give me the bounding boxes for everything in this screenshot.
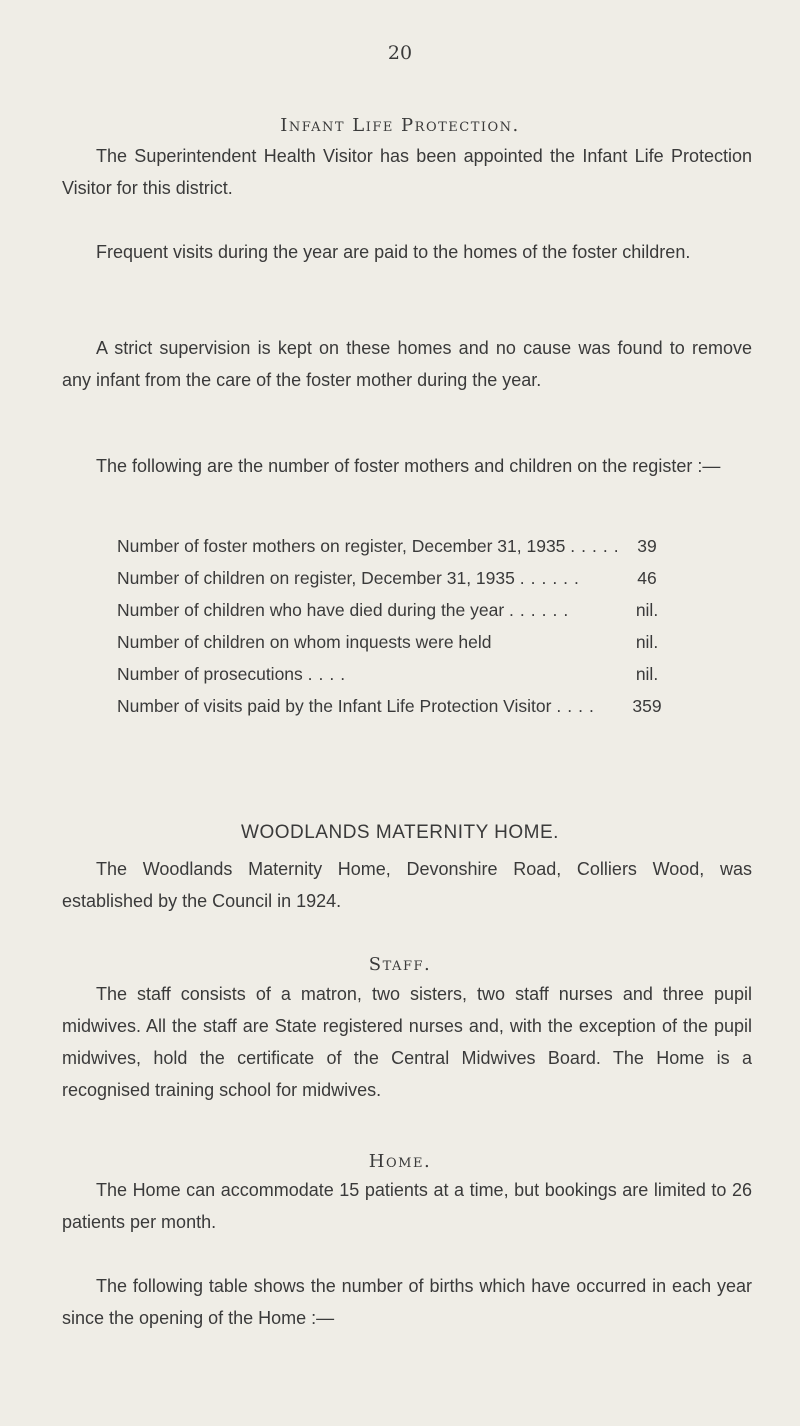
stat-row: Number of foster mothers on register, December 31, 1935 ..... 39 [117, 530, 677, 562]
woodlands-heading: WOODLANDS MATERNITY HOME. [241, 822, 559, 843]
stat-label: Number of children who have died during the year [117, 600, 505, 620]
stat-value: nil. [635, 664, 659, 684]
staff-heading: Staff. [368, 954, 432, 975]
stat-label: Number of foster mothers on register, December 31, 1935 [117, 536, 566, 556]
stat-label: Number of prosecutions [117, 664, 303, 684]
stat-label: Number of children on register, December 31, 1935 [117, 568, 515, 588]
paragraph-strict-supervision: A strict supervision is kept on these homes and no cause was found to remove any infant from the care of the foster mother during the year. [62, 338, 752, 390]
stat-value: 39 [637, 536, 657, 556]
stat-value: nil. [635, 600, 659, 620]
stat-label: Number of visits paid by the Infant Life Protection Visitor [117, 696, 552, 716]
paragraph-superintendent: The Superintendent Health Visitor has been appointed the Infant Life Protection Visitor for this district. [62, 146, 752, 198]
foster-register-stats [117, 530, 677, 722]
stat-value: 359 [632, 696, 662, 716]
stat-label: Number of children on whom inquests were held [117, 632, 492, 652]
paragraph-home-capacity: The Home can accommodate 15 patients at a time, but bookings are limited to 26 patients per month. [62, 1180, 752, 1232]
paragraph-following-numbers: The following are the number of foster mothers and children on the register :— [96, 456, 721, 476]
home-heading: Home. [368, 1151, 432, 1172]
infant-life-protection-heading: Infant Life Protection. [280, 115, 520, 136]
paragraph-woodlands: The Woodlands Maternity Home, Devonshire Road, Colliers Wood, was established by the Council in 1924. [62, 859, 752, 911]
paragraph-births-table-intro: The following table shows the number of births which have occurred in each year since the opening of the Home :— [62, 1276, 752, 1328]
stat-value: 46 [637, 568, 657, 588]
paragraph-staff: The staff consists of a matron, two sisters, two staff nurses and three pupil midwives. All the staff are State registered nurses and, with the exception of the pupil midwives, hold the certificate of the Central Midwives Board. The Home is a recognised training school for midwives. [62, 984, 752, 1100]
page-number: 20 [387, 42, 413, 64]
stat-row: Number of visits paid by the Infant Life Protection Visitor .... 359 [117, 690, 677, 722]
stat-row: Number of children who have died during the year ...... nil. [117, 594, 677, 626]
stat-row: Number of prosecutions .... nil. [117, 658, 677, 690]
stat-row: Number of children on register, December 31, 1935 ...... 46 [117, 562, 677, 594]
stat-value: nil. [635, 632, 659, 652]
stat-row [117, 626, 677, 658]
paragraph-frequent-visits: Frequent visits during the year are paid to the homes of the foster children. [96, 242, 691, 262]
